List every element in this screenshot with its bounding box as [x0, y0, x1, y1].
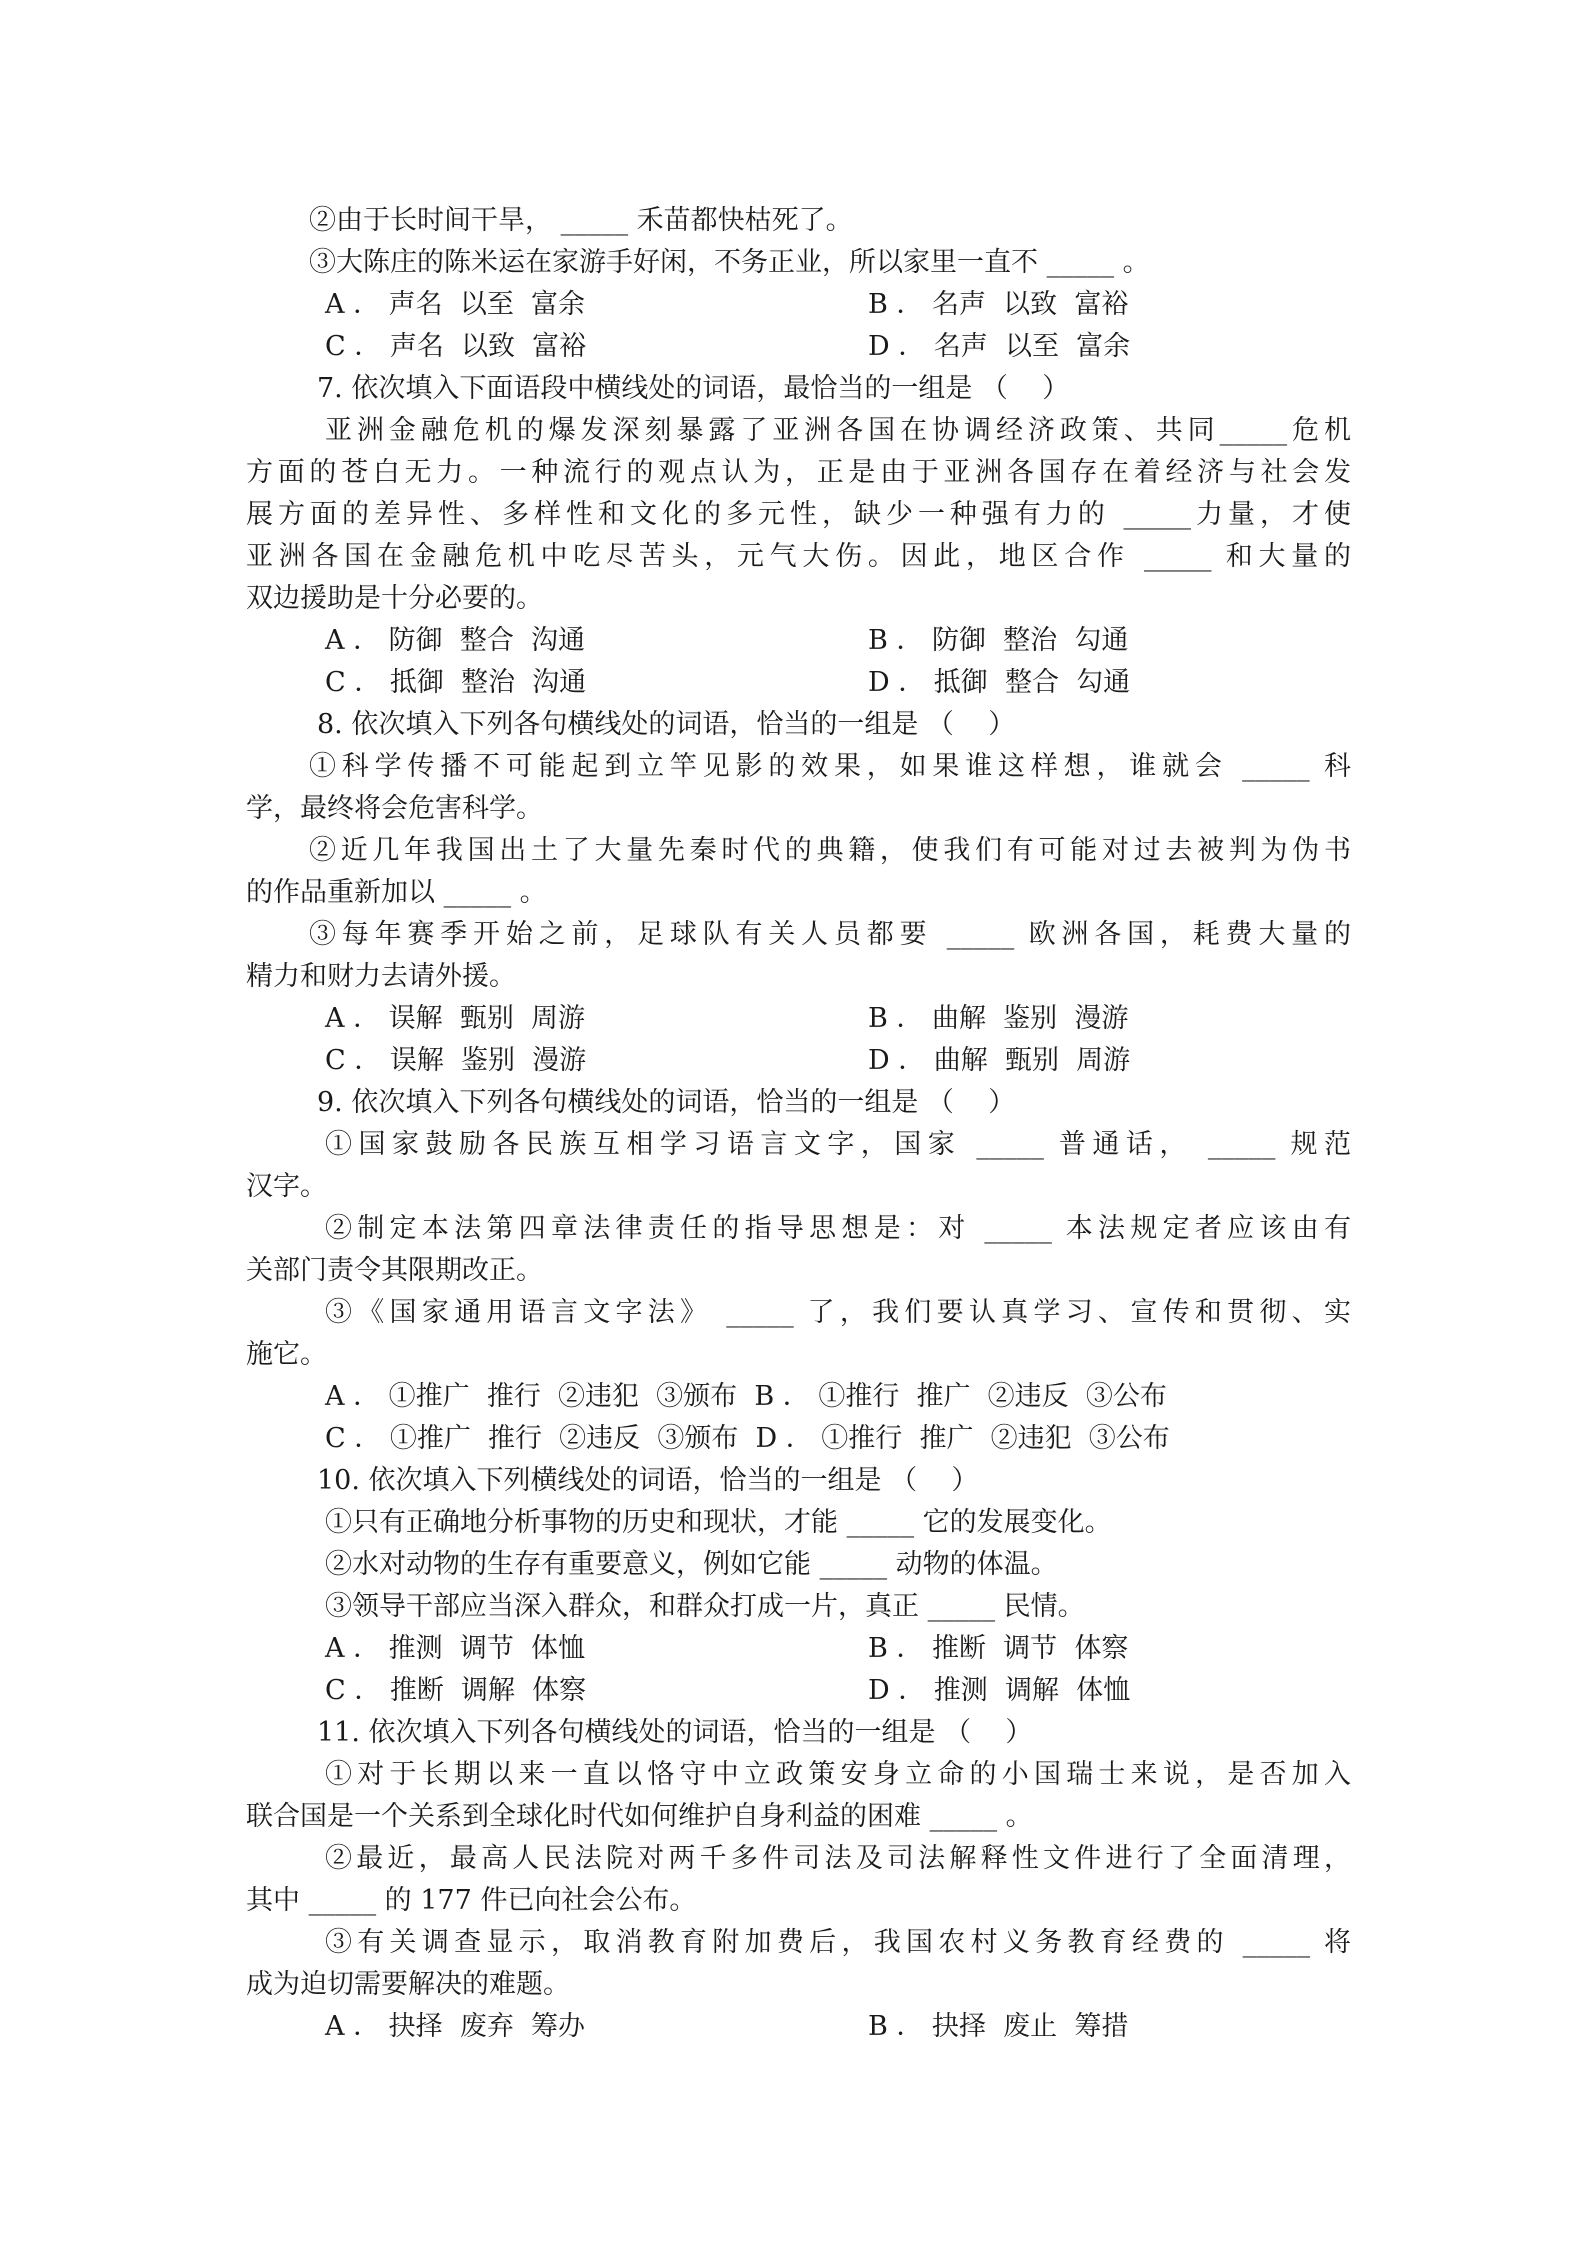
q10-sentence-2: ②水对动物的生存有重要意义，例如它能 _____ 动物的体温。 [325, 1549, 1058, 1580]
q11-option-a: A ． 抉择 废弃 筹办 [325, 2011, 585, 2042]
q9-options-cd: C ． ①推广 推行 ②违反 ③颁布 D ． ①推行 推广 ②违犯 ③公布 [325, 1423, 1170, 1454]
q11-sentence-2a: ②最近，最高人民法院对两千多件司法及司法解释性文件进行了全面清理， [325, 1843, 1351, 1874]
q7-passage-line-4: 亚洲各国在金融危机中吃尽苦头，元气大伤。因此，地区合作 _____ 和大量的 [246, 541, 1351, 572]
q7-option-d: D ． 抵御 整合 勾通 [868, 667, 1131, 698]
q8-option-a: A ． 误解 甄别 周游 [325, 1003, 585, 1034]
q11-sentence-3a: ③有关调查显示，取消教育附加费后，我国农村义务教育经费的 _____ 将 [325, 1927, 1351, 1958]
q7-passage-line-1: 亚洲金融危机的爆发深刻暴露了亚洲各国在协调经济政策、共同_____危机 [325, 415, 1351, 446]
q8-sentence-2b: 的作品重新加以 _____ 。 [246, 877, 547, 908]
q11-option-b: B ． 抉择 废止 筹措 [868, 2011, 1129, 2042]
q10-option-b: B ． 推断 调节 体察 [868, 1633, 1129, 1664]
q8-option-c: C ． 误解 鉴别 漫游 [325, 1045, 587, 1076]
q6-option-c: C ． 声名 以致 富裕 [325, 331, 587, 362]
q9-sentence-2a: ②制定本法第四章法律责任的指导思想是：对 _____ 本法规定者应该由有 [325, 1213, 1351, 1244]
q8-option-d: D ． 曲解 甄别 周游 [868, 1045, 1131, 1076]
q11-sentence-1a: ①对于长期以来一直以恪守中立政策安身立命的小国瑞士来说，是否加入 [325, 1759, 1351, 1790]
q6-sentence-2: ②由于长时间干旱， _____ 禾苗都快枯死了。 [309, 205, 853, 236]
q10-sentence-3: ③领导干部应当深入群众，和群众打成一片，真正 _____ 民情。 [325, 1591, 1085, 1622]
q7-passage-line-3: 展方面的差异性、多样性和文化的多元性，缺少一种强有力的 _____力量，才使 [246, 499, 1351, 530]
q6-sentence-3: ③大陈庄的陈米运在家游手好闲，不务正业，所以家里一直不 _____ 。 [309, 247, 1150, 278]
q8-option-b: B ． 曲解 鉴别 漫游 [868, 1003, 1129, 1034]
q11-sentence-3b: 成为迫切需要解决的难题。 [246, 1969, 570, 2000]
q7-passage-line-5: 双边援助是十分必要的。 [246, 583, 543, 614]
q9-options-ab: A ． ①推广 推行 ②违犯 ③颁布 B ． ①推行 推广 ②违反 ③公布 [325, 1381, 1167, 1412]
q10-stem: 10. 依次填入下列横线处的词语，恰当的一组是 （ ） [317, 1465, 979, 1496]
q9-sentence-1b: 汉字。 [246, 1171, 327, 1202]
q7-option-b: B ． 防御 整治 勾通 [868, 625, 1129, 656]
q10-sentence-1: ①只有正确地分析事物的历史和现状，才能 _____ 它的发展变化。 [325, 1507, 1112, 1538]
q9-stem: 9. 依次填入下列各句横线处的词语，恰当的一组是 （ ） [317, 1087, 1016, 1118]
q6-option-d: D ． 名声 以至 富余 [868, 331, 1131, 362]
q11-sentence-2b: 其中 _____ 的 177 件已向社会公布。 [246, 1885, 697, 1916]
q8-sentence-3b: 精力和财力去请外援。 [246, 961, 516, 992]
q7-stem: 7. 依次填入下面语段中横线处的词语，最恰当的一组是 （ ） [317, 373, 1070, 404]
q8-sentence-3a: ③每年赛季开始之前，足球队有关人员都要 _____ 欧洲各国，耗费大量的 [309, 919, 1351, 950]
q8-sentence-2a: ②近几年我国出土了大量先秦时代的典籍，使我们有可能对过去被判为伪书 [309, 835, 1351, 866]
q10-option-c: C ． 推断 调解 体察 [325, 1675, 587, 1706]
q7-option-c: C ． 抵御 整治 沟通 [325, 667, 587, 698]
q9-sentence-3b: 施它。 [246, 1339, 327, 1370]
q8-sentence-1a: ①科学传播不可能起到立竿见影的效果，如果谁这样想，谁就会 _____ 科 [309, 751, 1351, 782]
q9-sentence-3a: ③《国家通用语言文字法》 _____ 了，我们要认真学习、宣传和贯彻、实 [325, 1297, 1351, 1328]
q8-sentence-1b: 学，最终将会危害科学。 [246, 793, 543, 824]
q10-option-d: D ． 推测 调解 体恤 [868, 1675, 1131, 1706]
q11-stem: 11. 依次填入下列各句横线处的词语，恰当的一组是 （ ） [317, 1717, 1033, 1748]
q7-passage-line-2: 方面的苍白无力。一种流行的观点认为，正是由于亚洲各国存在着经济与社会发 [246, 457, 1351, 488]
q9-sentence-2b: 关部门责令其限期改正。 [246, 1255, 543, 1286]
q6-option-b: B ． 名声 以致 富裕 [868, 289, 1129, 320]
q8-stem: 8. 依次填入下列各句横线处的词语，恰当的一组是 （ ） [317, 709, 1016, 740]
q6-option-a: A ． 声名 以至 富余 [325, 289, 585, 320]
q7-option-a: A ． 防御 整合 沟通 [325, 625, 585, 656]
q10-option-a: A ． 推测 调节 体恤 [325, 1633, 585, 1664]
q9-sentence-1a: ①国家鼓励各民族互相学习语言文字，国家 _____ 普通话， _____ 规范 [325, 1129, 1351, 1160]
q11-sentence-1b: 联合国是一个关系到全球化时代如何维护自身利益的困难 _____ 。 [246, 1801, 1033, 1832]
